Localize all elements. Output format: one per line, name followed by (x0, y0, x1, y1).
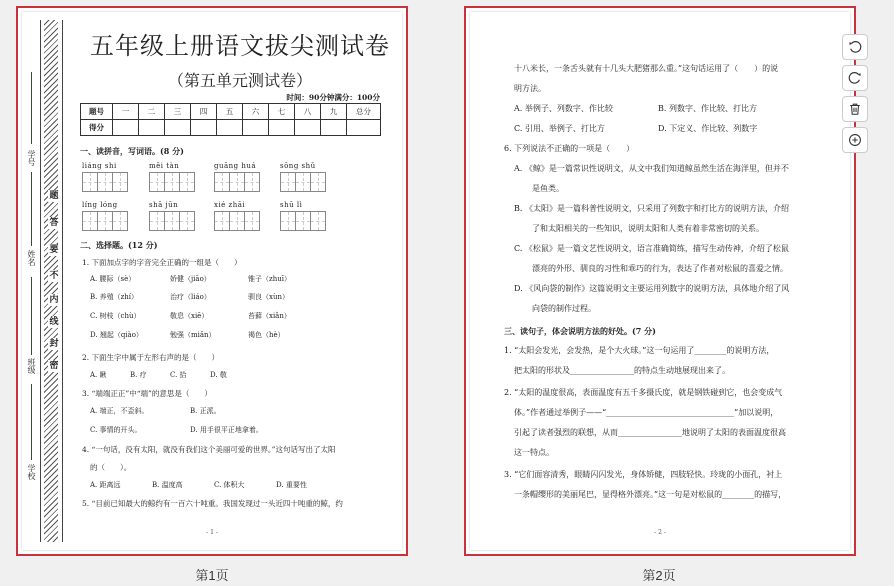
text-line: 体。”作者通过举例子——“________________________________”加以说明， (514, 408, 779, 417)
question-4: 4. “一句话，没有太阳，就没有我们这个美丽可爱的世界。”这句话写出了太阳 (82, 445, 336, 454)
pinyin-item: shū lì (280, 201, 325, 231)
option: C. 树枝（chù） (90, 312, 141, 320)
exam-title: 五年级上册语文拔尖测试卷 (90, 32, 390, 60)
question-1: 1. 下面加点字的字音完全正确的一组是（ ） (82, 258, 242, 267)
score-table (80, 103, 381, 136)
seal-char: 线 (49, 317, 59, 327)
seal-char: 封 (49, 339, 59, 349)
section-1-heading: 一、读拼音，写词语。(8 分) (80, 146, 184, 156)
seal-char: 内 (49, 295, 59, 305)
option: B. 正派。 (190, 407, 221, 415)
text-line: 3. “它们面容清秀，眼睛闪闪发光，身体矫健，四肢轻快。玲珑的小面孔，衬上 (504, 470, 783, 479)
binding-strip (22, 12, 78, 550)
option: 敬息（xiē） (170, 312, 209, 320)
option: 苔藓（xiǎn） (248, 312, 291, 320)
pinyin-item: shā jūn (149, 201, 194, 231)
rotate-right-icon (848, 71, 862, 85)
section-2-heading: 二、选择题。(12 分) (80, 240, 158, 250)
option: 治疗（liáo） (170, 293, 211, 301)
time-info: 时间：90分钟满分：100分 (286, 93, 380, 102)
text-line: 是鱼类。 (532, 184, 564, 193)
pinyin-item: líng lóng (82, 201, 127, 231)
zoom-in-button[interactable] (842, 127, 868, 153)
table-row: 得分 (81, 120, 381, 136)
text-line: 这一特点。 (514, 448, 554, 457)
option: B. 疗 (130, 371, 147, 379)
page-caption-1: 第1页 (195, 568, 229, 583)
text-line: 十八米长，一条舌头就有十几头大肥猪那么重。”这句话运用了（ ）的说 (514, 64, 779, 73)
label-xuexiao: 学校 (27, 464, 36, 480)
seal-char: 答 (49, 218, 59, 228)
option: A. 瞅 (90, 371, 107, 379)
seal-char: 要 (49, 245, 59, 255)
option: C. 体积大 (214, 481, 245, 489)
pinyin-item: xié zhāi (214, 201, 259, 231)
option: 娇健（jiāo） (170, 275, 211, 283)
page-number: - 2 - (654, 529, 666, 536)
seal-char: 不 (49, 271, 59, 281)
text-line: 了和太阳相关的一些知识，说明太阳和人类有着非常密切的关系。 (532, 224, 764, 233)
option: A. 距离远 (90, 481, 121, 489)
text-line: C. 引用、举例子、打比方 (514, 124, 605, 133)
text-line: A. 《鲸》是一篇常识性说明文，从文中我们知道鲸虽然生活在海洋里，但并不 (514, 164, 789, 173)
option: D. 翘起（qiào） (90, 331, 143, 339)
option: 褐色（hè） (248, 331, 285, 339)
text-line: D. 下定义、作比较、列数字 (658, 124, 758, 133)
text-line: B. 列数字、作比较、打比方 (658, 104, 757, 113)
question-5: 5. “目前已知最大的鲸约有一百六十吨重。我国发现过一头近四十吨重的鲸，约 (82, 499, 343, 508)
option: B. 温度高 (152, 481, 183, 489)
seal-char: 密 (49, 361, 59, 371)
pinyin-item: guāng huá (214, 162, 259, 192)
text-line: 把太阳的形状及________________的特点生动地展现出来了。 (514, 366, 730, 375)
section-3-heading: 三、读句子，体会说明方法的好处。(7 分) (504, 326, 656, 336)
pinyin-item: sōng shǔ (280, 162, 325, 192)
rotate-left-button[interactable] (842, 34, 868, 60)
text-line: C. 《松鼠》是一篇文艺性说明文，语言准确简练，描写生动传神，介绍了松鼠 (514, 244, 789, 253)
option: C. 拾 (170, 371, 187, 379)
delete-button[interactable] (842, 96, 868, 122)
text-line: 6. 下列说法不正确的一项是（ ） (504, 144, 635, 153)
option: C. 事情的开头。 (90, 426, 142, 434)
option: D. 重要性 (276, 481, 307, 489)
option: A. 端正，不歪斜。 (90, 407, 149, 415)
trash-icon (848, 102, 862, 116)
rotate-right-button[interactable] (842, 65, 868, 91)
label-xuehao: 学号 (27, 150, 36, 166)
pinyin-item: měi tàn (149, 162, 194, 192)
option: 锥子（zhuī） (248, 275, 291, 283)
zoom-in-icon (848, 133, 862, 147)
page-thumbnail-2[interactable] (464, 6, 856, 556)
text-line: 2. “太阳的温度很高，表面温度有五千多摄氏度，就是钢铁碰到它，也会变成气 (504, 388, 783, 397)
text-line: 一条帽缨形的美丽尾巴，显得格外漂亮。”这一句是对松鼠的________的描写， (514, 490, 787, 499)
page-caption-2: 第2页 (642, 568, 676, 583)
text-line: 引起了读者强烈的联想，从而________________地说明了太阳的表面温度很高 (514, 428, 786, 437)
option: B. 养殖（zhí） (90, 293, 139, 301)
option: 驯良（xùn） (248, 293, 289, 301)
page-1-content (22, 12, 402, 550)
pinyin-item: liáng shi (82, 162, 127, 192)
text-line: 向袋的制作过程。 (532, 304, 596, 313)
question-3: 3. “端端正正”中“端”的意思是（ ） (82, 389, 212, 398)
text-line: 1. “太阳会发光，会发热，是个大火球。”这一句运用了________的说明方法， (504, 346, 775, 355)
page-toolbar (842, 34, 870, 158)
seal-char: 题 (49, 191, 59, 201)
question-4-cont: 的（ ）。 (90, 463, 132, 472)
question-2: 2. 下面生字中属于左形右声的是（ ） (82, 353, 220, 362)
page-thumbnail-1[interactable] (16, 6, 408, 556)
rotate-left-icon (848, 40, 862, 54)
text-line: 漂亮的外形、驯良的习性和乖巧的行为，表达了作者对松鼠的喜爱之情。 (532, 264, 788, 273)
option: D. 敬 (210, 371, 227, 379)
text-line: 明方法。 (514, 84, 546, 93)
page-2-content (470, 12, 850, 550)
page-number: - 1 - (206, 529, 218, 536)
label-xingming: 姓名 (27, 250, 36, 266)
option: 勉强（miǎn） (170, 331, 216, 339)
label-banji: 班级 (27, 358, 36, 374)
text-line: B. 《太阳》是一篇科普性说明文，只采用了列数字和打比方的说明方法，介绍 (514, 204, 789, 213)
table-row: 题号 一 二 三 四 五 六 七 八 九 总分 (81, 104, 381, 120)
option: D. 用手很平正地拿着。 (190, 426, 263, 434)
text-line: D. 《风向袋的制作》这篇说明文主要运用列数字的说明方法，具体地介绍了风 (514, 284, 790, 293)
exam-subtitle: （第五单元测试卷） (167, 71, 312, 90)
text-line: A. 举例子、列数字、作比较 (514, 104, 613, 113)
option: A. 腰际（sè） (90, 275, 136, 283)
